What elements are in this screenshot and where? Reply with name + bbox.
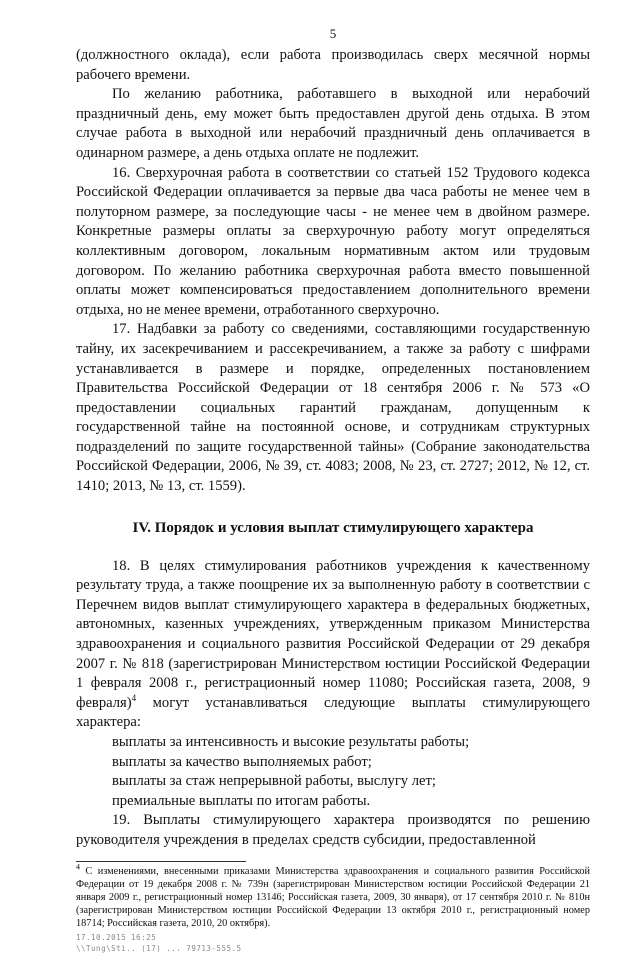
- paragraph-18-text: 18. В целях стимулирования работников учреждения к качественному результату труда, а также поощрение их за выполненную работу в соответствии с Перечнем видов выплат стимулирующего характера в федеральных бюджетных, автономных, казенных учреждениях, утвержденным приказом Министерства здравоохранения и социального развития Российской Федерации от 29 декабря 2007 г. № 818 (зарегистрирован Министерством юстиции Российской Федерации 1 февраля 2008 г., регистрационный номер 11080; Российская газета, 2008, 9 февраля): [76, 557, 590, 711]
- page-number: 5: [329, 26, 337, 41]
- paragraph-18-incentives: [76, 557, 590, 733]
- footnote-divider: [76, 861, 246, 862]
- scan-mark-timestamp: 17.10.2015 16:25: [76, 932, 157, 942]
- footnote-reference: 4: [131, 692, 137, 703]
- paragraph-18-text-continued: могут устанавливаться следующие выплаты стимулирующего характера:: [76, 694, 590, 731]
- list-item: выплаты за интенсивность и высокие результаты работы;: [112, 734, 470, 750]
- paragraph-day-off: По желанию работника, работавшего в выходной или нерабочий праздничный день, ему может быть предоставлен другой день отдыха. В этом случае работа в выходной или нерабочий праздничный день оплачивается в одинарном размере, а день отдыха оплате не подлежит.: [76, 86, 590, 161]
- list-item: выплаты за качество выполняемых работ;: [112, 753, 372, 770]
- scan-mark-path: \\Tung\Sti.. (17) ... 79713-555.5: [76, 943, 242, 953]
- section-heading-iv: IV. Порядок и условия выплат стимулирующего характера: [132, 519, 534, 536]
- paragraph-continuation: (должностного оклада), если работа производилась сверх месячной нормы рабочего времени.: [76, 47, 590, 83]
- paragraph-16-overtime: 16. Сверхурочная работа в соответствии со статьей 152 Трудового кодекса Российской Федерации оплачивается за первые два часа работы не менее чем в полуторном размере, за последующие часы - не менее чем в двойном размере. Конкретные размеры оплаты за сверхурочную работу могут определяться коллективным договором, локальным нормативным актом или трудовым договором. По желанию работника сверхурочная работа вместо повышенной оплаты может компенсироваться предоставлением дополнительного времени отдыха, но не менее времени, отработанного сверхурочно.: [76, 164, 590, 318]
- list-item: выплаты за стаж непрерывной работы, выслугу лет;: [112, 773, 436, 790]
- footnote-marker: 4: [76, 862, 80, 872]
- paragraph-19-decision: 19. Выплаты стимулирующего характера производятся по решению руководителя учреждения в пределах средств субсидии, предоставленной: [76, 812, 590, 848]
- footnote: [76, 862, 590, 931]
- document-body: [76, 46, 590, 851]
- paragraph-17-state-secret: 17. Надбавки за работу со сведениями, составляющими государственную тайну, их засекречиванием и рассекречиванием, а также за работу с шифрами устанавливается в размере и порядке, определенных постановлением Правительства Российской Федерации от 18 сентября 2006 г. № 573 «О предоставлении социальных гарантий гражданам, допущенным к государственной тайне на постоянной основе, и сотрудникам структурных подразделений по защите государственной тайны» (Собрание законодательства Российской Федерации, 2006, № 39, ст. 4083; 2008, № 23, ст. 2727; 2012, № 12, ст. 1410; 2013, № 13, ст. 1559).: [76, 321, 590, 495]
- footnote-text: С изменениями, внесенными приказами Министерства здравоохранения и социального развития Российской Федерации от 19 декабря 2008 г. № 739н (зарегистрирован Министерством юстиции Российской Федерации 21 января 2009 г., регистрационный номер 13146; Российская газета, 2009, 30 января), от 17 сентября 2010 г. № 810н (зарегистрирован Министерством юстиции Российской Федерации 13 октября 2010 г., регистрационный номер 18714; Российская газета, 2010, 20 октября).: [76, 865, 590, 930]
- list-item: премиальные выплаты по итогам работы.: [112, 792, 371, 809]
